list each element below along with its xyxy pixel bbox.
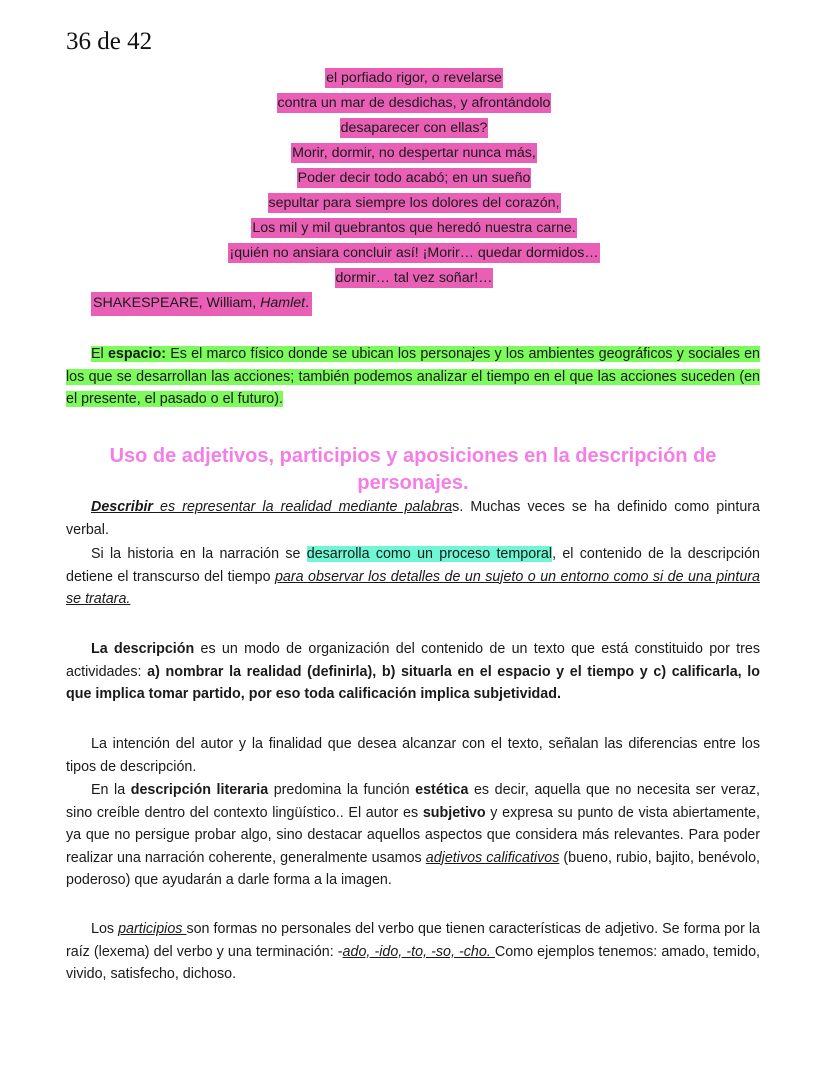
poem-line: sepultar para siempre los dolores del corazón,	[268, 195, 560, 211]
section-heading: Uso de adjetivos, participios y aposiciones en la descripción de personajes.	[109, 445, 717, 494]
poem-attribution: SHAKESPEARE, William, Hamlet.	[91, 291, 312, 315]
espacio-paragraph: El espacio: Es el marco físico donde se ubican los personajes y los ambientes geográficos y sociales en los que se desarrollan las acciones; también podemos analizar el tiempo en el que las acciones suceden (en el presente, el pasado o el futuro).	[66, 346, 761, 407]
describir-paragraph: Describir es representar la realidad mediante palabras. Muchas veces se ha definido como pintura verbal.	[66, 499, 760, 538]
participios-paragraph: Los participios son formas no personales del verbo que tienen características de adjetivo. Se forma por la raíz (lexema) del verbo y una terminación: -ado, -ido, -to, -so, -cho. Como ejemplos tenemos: amado, temido, vivido, satisfecho, dichoso.	[66, 921, 760, 982]
poem-line: contra un mar de desdichas, y afrontándolo	[277, 95, 551, 111]
poem-line: desaparecer con ellas?	[340, 120, 488, 136]
page-number: 36 de 42	[66, 28, 153, 55]
poem-excerpt	[0, 66, 828, 291]
literaria-paragraph: En la descripción literaria predomina la función estética es decir, aquella que no necesita ser veraz, sino creíble dentro del contexto lingüístico.. El autor es subjetivo y expresa su punto de vista abiertamente, ya que no persigue probar algo, sino destacar aquellos aspectos que considera más relevantes. Para poder realizar una narración coherente, generalmente usamos adjetivos calificativos (bueno, rubio, bajito, benévolo, poderoso) que ayudarán a darle forma a la imagen.	[66, 782, 761, 888]
descripcion-paragraph: La descripción es un modo de organización del contenido de un texto que está constituido por tres actividades: a) nombrar la realidad (definirla), b) situarla en el espacio y el tiempo y c) calificarla, lo que implica tomar partido, por eso toda calificación implica subjetividad.	[66, 641, 760, 702]
poem-line: dormir… tal vez soñar!…	[335, 270, 493, 286]
poem-line: el porfiado rigor, o revelarse	[326, 70, 502, 86]
poem-line: Morir, dormir, no despertar nunca más,	[292, 145, 536, 161]
poem-line: ¡quién no ansiara concluir así! ¡Morir… quedar dormidos…	[229, 245, 599, 261]
historia-paragraph: Si la historia en la narración se desarrolla como un proceso temporal, el contenido de la descripción detiene el transcurso del tiempo para observar los detalles de un sujeto o un entorno como si de una pintura se tratara.	[66, 546, 761, 607]
intencion-paragraph: La intención del autor y la finalidad que desea alcanzar con el texto, señalan las diferencias entre los tipos de descripción.	[66, 736, 760, 775]
poem-line: Los mil y mil quebrantos que heredó nuestra carne.	[252, 220, 576, 236]
poem-line: Poder decir todo acabó; en un sueño	[297, 170, 531, 186]
